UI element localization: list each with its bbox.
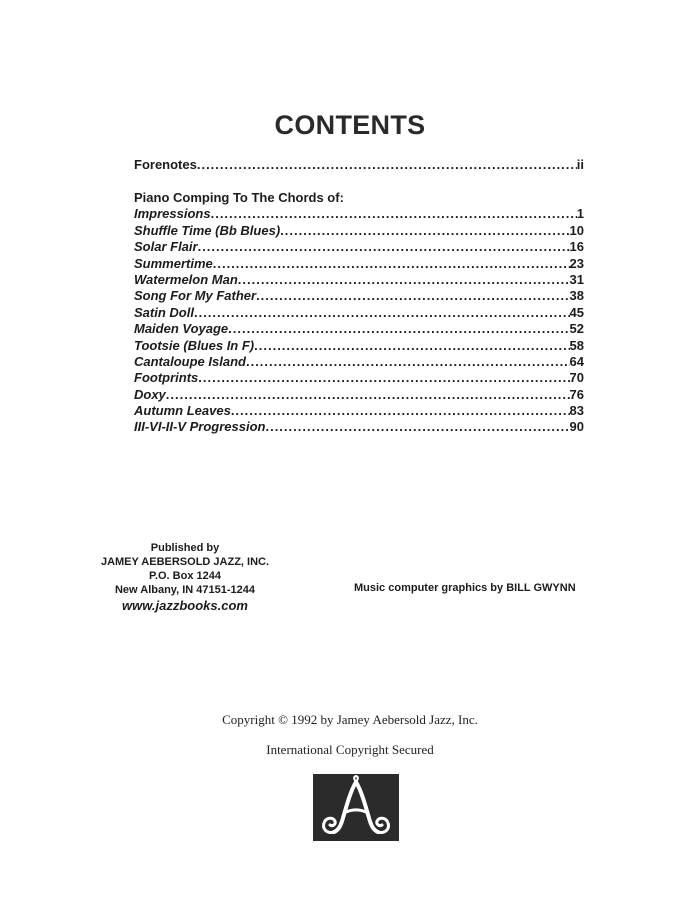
- toc-entry-title: Cantaloupe Island: [134, 353, 246, 369]
- toc-leader-dots: [238, 272, 570, 288]
- toc-entry-title: Shuffle Time (Bb Blues): [134, 222, 281, 238]
- toc-entry-title: Solar Flair: [134, 239, 198, 255]
- toc-entry-page: 58: [569, 337, 584, 353]
- toc-leader-dots: [194, 305, 570, 321]
- toc-leader-dots: [213, 256, 570, 272]
- toc-entry-page: 70: [569, 370, 584, 386]
- toc-entry-title: Satin Doll: [134, 304, 194, 320]
- section-heading: Piano Comping To The Chords of:: [134, 190, 344, 205]
- toc-leader-dots: [280, 223, 569, 239]
- toc-entry-page: 83: [569, 403, 584, 419]
- toc-entry-title: III-VI-II-V Progression: [134, 419, 266, 435]
- toc-leader-dots: [198, 239, 570, 255]
- toc-entry-page: 10: [569, 222, 584, 238]
- publisher-name: JAMEY AEBERSOLD JAZZ, INC.: [100, 556, 270, 568]
- publisher-block: [80, 541, 290, 615]
- toc-entry-page: 45: [569, 304, 584, 320]
- toc-leader-dots: [197, 157, 577, 173]
- toc-entry-page: 38: [569, 288, 584, 304]
- toc-entry-title: Maiden Voyage: [134, 321, 229, 337]
- toc-entry-title: Impressions: [134, 206, 211, 222]
- toc-entry-page: 76: [569, 386, 584, 402]
- toc-entry-page: 31: [569, 271, 584, 287]
- toc-entry-page: 64: [569, 353, 584, 369]
- publisher-line: Published by: [150, 542, 220, 554]
- toc-entry-title: Song For My Father: [134, 288, 257, 304]
- toc-row: [134, 256, 584, 272]
- table-of-contents: [134, 190, 584, 436]
- toc-entry-page: 90: [569, 419, 584, 435]
- toc-entry-title: Tootsie (Blues In F): [134, 337, 255, 353]
- toc-leader-dots: [256, 288, 569, 304]
- toc-row-forenotes: [134, 157, 584, 173]
- toc-leader-dots: [211, 206, 577, 222]
- toc-row: [134, 206, 584, 222]
- toc-row: [134, 338, 584, 354]
- toc-row: [134, 370, 584, 386]
- toc-leader-dots: [265, 419, 569, 435]
- toc-entry-title: Doxy: [134, 386, 166, 402]
- toc-row: [134, 321, 584, 337]
- toc-entry-title: Autumn Leaves: [134, 403, 231, 419]
- toc-entry-page: ii: [576, 157, 584, 172]
- toc-leader-dots: [231, 403, 570, 419]
- graphics-credit: Music computer graphics by BILL GWYNN: [354, 582, 576, 594]
- forenotes-row-container: [134, 157, 584, 173]
- toc-row: [134, 272, 584, 288]
- toc-leader-dots: [198, 370, 569, 386]
- toc-leader-dots: [246, 354, 570, 370]
- toc-row: [134, 387, 584, 403]
- toc-entry-title: Footprints: [134, 370, 199, 386]
- copyright-secured: International Copyright Secured: [266, 742, 434, 757]
- aebersold-logo-icon: [313, 774, 399, 841]
- toc-leader-dots: [228, 321, 569, 337]
- toc-entry-title: Watermelon Man: [134, 271, 238, 287]
- toc-leader-dots: [166, 387, 570, 403]
- toc-row: [134, 239, 584, 255]
- toc-entry-page: 1: [576, 206, 584, 222]
- toc-row: [134, 288, 584, 304]
- toc-entry-title: Forenotes: [134, 157, 197, 172]
- toc-entry-page: 16: [569, 239, 584, 255]
- toc-row: [134, 354, 584, 370]
- toc-row: [134, 305, 584, 321]
- toc-entry-page: 52: [569, 321, 584, 337]
- page-title: CONTENTS: [274, 110, 426, 140]
- toc-entry-title: Summertime: [134, 255, 213, 271]
- publisher-address: P.O. Box 1244: [149, 570, 221, 582]
- publisher-city: New Albany, IN 47151-1244: [114, 584, 255, 596]
- toc-row: [134, 403, 584, 419]
- toc-row: [134, 223, 584, 239]
- copyright-notice: Copyright © 1992 by Jamey Aebersold Jazz, Inc.: [222, 712, 478, 727]
- toc-leader-dots: [254, 338, 569, 354]
- toc-entry-page: 23: [569, 255, 584, 271]
- publisher-website: www.jazzbooks.com: [122, 598, 248, 613]
- toc-row: [134, 419, 584, 435]
- toc-list: [134, 206, 584, 435]
